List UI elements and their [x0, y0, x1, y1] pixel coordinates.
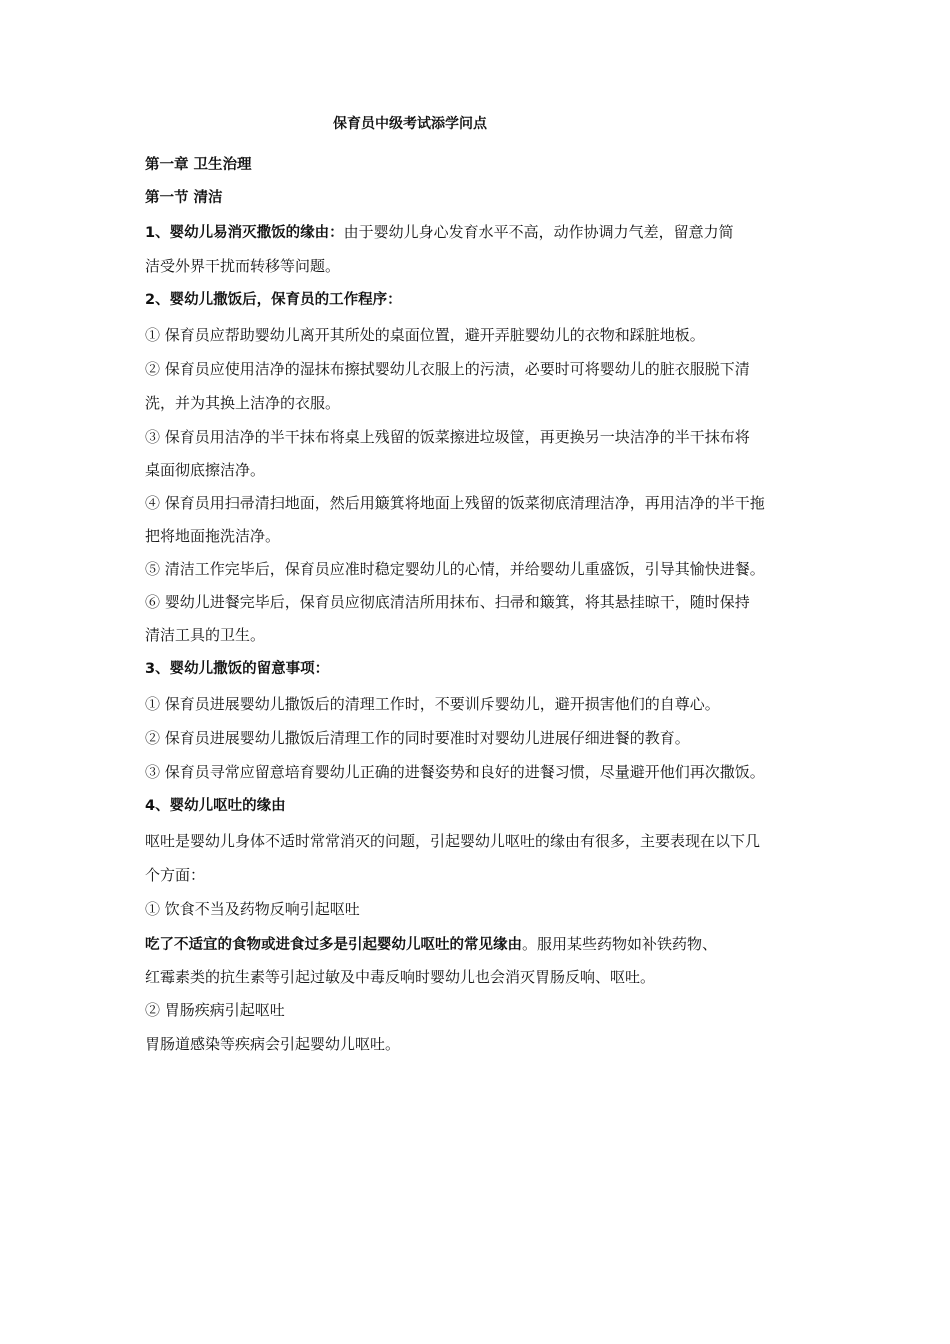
point-2-item: 桌面彻底擦洁净。 — [145, 461, 266, 479]
point-4-sub-2-title: ② 胃肠疾病引起呕吐 — [145, 1001, 285, 1019]
chapter-heading: 第一章 卫生治理 — [145, 157, 252, 173]
point-4-intro-line-1: 呕吐是婴幼儿身体不适时常常消灭的问题，引起婴幼儿呕吐的缘由有很多，主要表现在以下几 — [145, 832, 761, 850]
point-2-heading: 2、婴幼儿撒饭后，保育员的工作程序： — [145, 292, 402, 308]
point-2-item: ③ 保育员用洁净的半干抹布将桌上残留的饭菜擦进垃圾筐，再更换另一块洁净的半干抹布将 — [145, 428, 750, 446]
point-2-item: ① 保育员应帮助婴幼儿离开其所处的桌面位置，避开弄脏婴幼儿的衣物和踩脏地板。 — [145, 326, 705, 344]
point-3-item: ② 保育员进展婴幼儿撒饭后清理工作的同时要准时对婴幼儿进展仔细进餐的教育。 — [145, 729, 690, 747]
point-1-heading: 1、婴幼儿易消灭撒饭的缘由： — [145, 225, 344, 241]
point-2-item: ⑥ 婴幼儿进餐完毕后，保育员应彻底清洁所用抹布、扫帚和簸箕，将其悬挂晾干，随时保持 — [145, 593, 750, 611]
point-3-heading: 3、婴幼儿撒饭的留意事项： — [145, 661, 330, 677]
point-1-line-2: 洁受外界干扰而转移等问题。 — [145, 257, 341, 275]
point-4-sub-1-text: 。服用某些药物如补铁药物、 — [522, 935, 718, 953]
point-2-item: ④ 保育员用扫帚清扫地面，然后用簸箕将地面上残留的饭菜彻底清理洁净，再用洁净的半干拖 — [145, 494, 765, 512]
point-1-line-1 — [145, 222, 815, 243]
point-4-sub-2-text: 胃肠道感染等疾病会引起婴幼儿呕吐。 — [145, 1035, 401, 1053]
point-3-item: ① 保育员进展婴幼儿撒饭后的清理工作时，不要训斥婴幼儿，避开损害他们的自尊心。 — [145, 695, 720, 713]
point-2-item: 清洁工具的卫生。 — [145, 626, 266, 644]
point-4-sub-1-bold: 吃了不适宜的食物或进食过多是引起婴幼儿呕吐的常见缘由 — [145, 937, 522, 953]
point-2-item: ⑤ 清洁工作完毕后，保育员应准时稳定婴幼儿的心情，并给婴幼儿重盛饭，引导其愉快进餐。 — [145, 560, 765, 578]
point-2-item: 把将地面拖洗洁净。 — [145, 527, 281, 545]
point-4-heading: 4、婴幼儿呕吐的缘由 — [145, 798, 286, 814]
point-4-sub-1-title: ① 饮食不当及药物反响引起呕吐 — [145, 900, 360, 918]
point-3-item: ③ 保育员寻常应留意培育婴幼儿正确的进餐姿势和良好的进餐习惯，尽量避开他们再次撒饭。 — [145, 763, 765, 781]
point-4-intro-line-2: 个方面： — [145, 866, 206, 884]
point-4-sub-1-line-1 — [145, 934, 815, 955]
document-title: 保育员中级考试添学问点 — [333, 116, 487, 132]
point-2-item: 洗，并为其换上洁净的衣服。 — [145, 394, 341, 412]
point-2-item: ② 保育员应使用洁净的湿抹布擦拭婴幼儿衣服上的污渍，必要时可将婴幼儿的脏衣服脱下清 — [145, 360, 750, 378]
point-1-text: 由于婴幼儿身心发育水平不高，动作协调力气差，留意力简 — [343, 223, 734, 241]
point-4-sub-1-line-2: 红霉素类的抗生素等引起过敏及中毒反响时婴幼儿也会消灭胃肠反响、呕吐。 — [145, 968, 656, 986]
section-heading: 第一节 清洁 — [145, 190, 223, 206]
